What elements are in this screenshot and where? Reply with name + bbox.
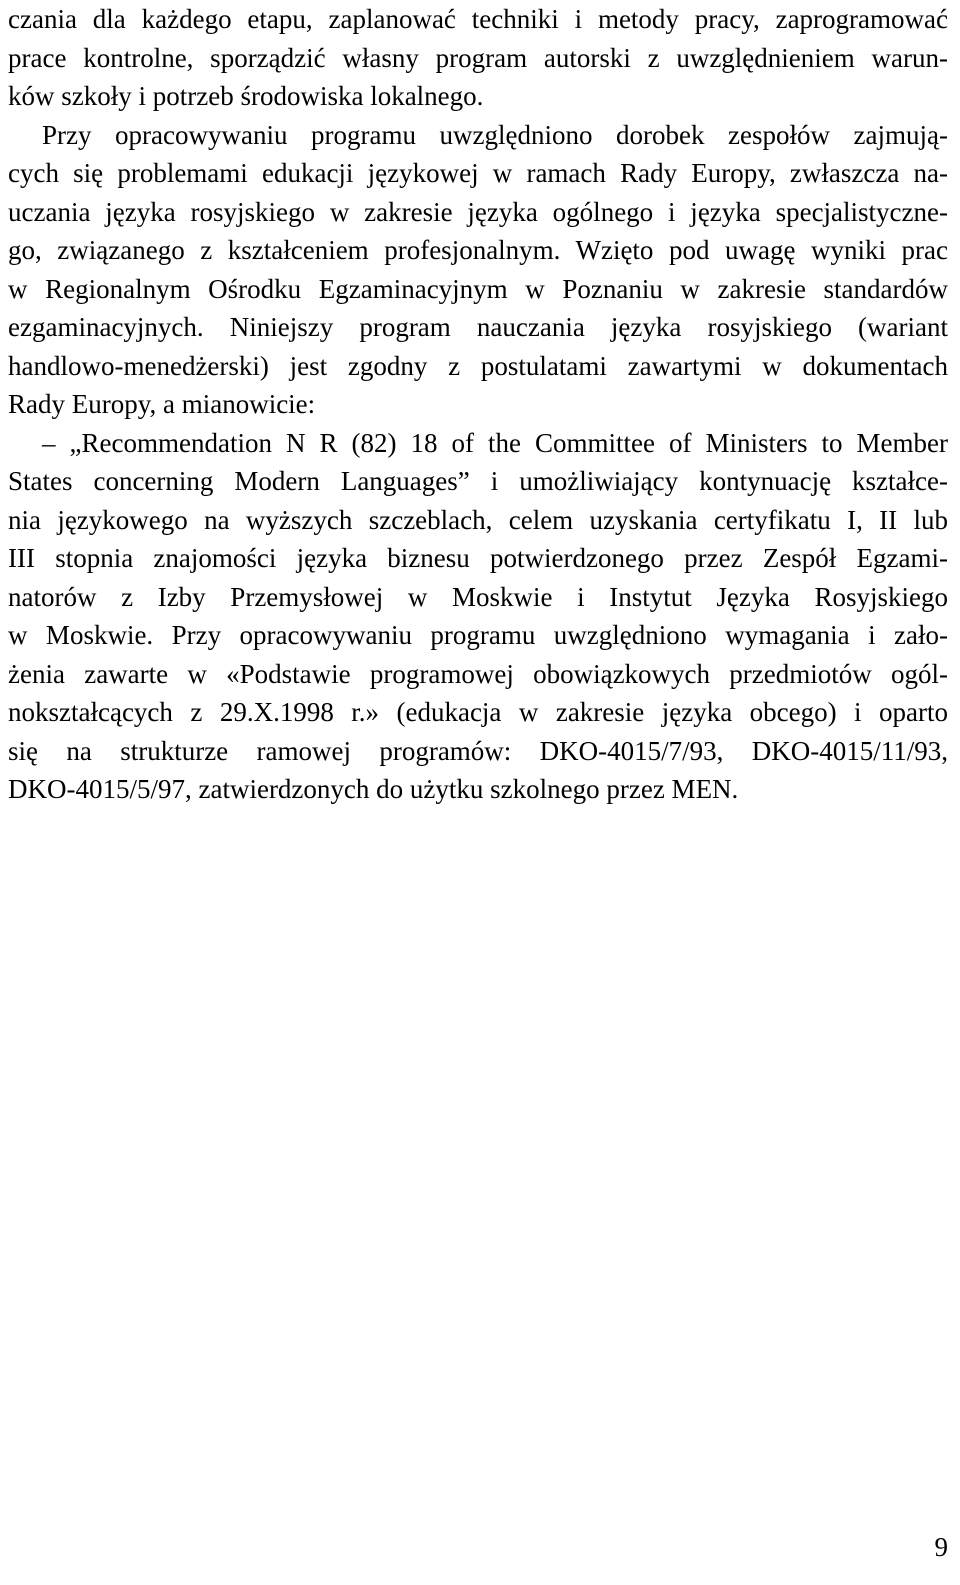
text-line: czania dla każdego etapu, zaplanować techniki i metody pracy, zaprogramować	[8, 4, 948, 34]
text-line: go, związanego z kształceniem profesjonalnym. Wzięto pod uwagę wyniki prac	[8, 235, 948, 265]
body-text	[8, 0, 948, 809]
text-line: żenia zawarte w «Podstawie programowej obowiązkowych przedmiotów ogól-	[8, 658, 948, 689]
text-line: się na strukturze ramowej programów: DKO-4015/7/93, DKO-4015/11/93,	[8, 735, 948, 766]
text-line: Rady Europy, a mianowicie:	[8, 389, 316, 419]
text-line: Przy opracowywaniu programu uwzględniono dorobek zespołów zajmują-	[42, 119, 948, 150]
text-line: ezgaminacyjnych. Niniejszy program nauczania języka rosyjskiego (wariant	[8, 312, 948, 342]
text-line: DKO-4015/5/97, zatwierdzonych do użytku szkolnego przez MEN.	[8, 774, 739, 804]
text-line: w Moskwie. Przy opracowywaniu programu uwzględniono wymagania i zało-	[8, 620, 948, 650]
text-line: prace kontrolne, sporządzić własny program autorski z uwzględnieniem warun-	[8, 42, 948, 73]
text-line: States concerning Modern Languages” i umożliwiający kontynuację kształce-	[8, 466, 948, 496]
page-number: 9	[934, 1532, 948, 1562]
text-line: uczania języka rosyjskiego w zakresie języka ogólnego i języka specjalistyczne-	[8, 196, 948, 227]
text-line: ków szkoły i potrzeb środowiska lokalnego.	[8, 81, 484, 111]
text-line: handlowo-menedżerski) jest zgodny z postulatami zawartymi w dokumentach	[8, 350, 948, 381]
text-line: nia językowego na wyższych szczeblach, celem uzyskania certyfikatu I, II lub	[8, 504, 948, 535]
text-line: nokształcących z 29.X.1998 r.» (edukacja w zakresie języka obcego) i oparto	[8, 697, 948, 727]
text-line: III stopnia znajomości języka biznesu potwierdzonego przez Zespół Egzami-	[8, 543, 948, 573]
text-line: w Regionalnym Ośrodku Egzaminacyjnym w Poznaniu w zakresie standardów	[8, 273, 948, 304]
text-line: cych się problemami edukacji językowej w ramach Rady Europy, zwłaszcza na-	[8, 158, 948, 188]
text-line: natorów z Izby Przemysłowej w Moskwie i Instytut Języka Rosyjskiego	[8, 581, 948, 612]
text-line: – „Recommendation N R (82) 18 of the Committee of Ministers to Member	[42, 427, 948, 458]
